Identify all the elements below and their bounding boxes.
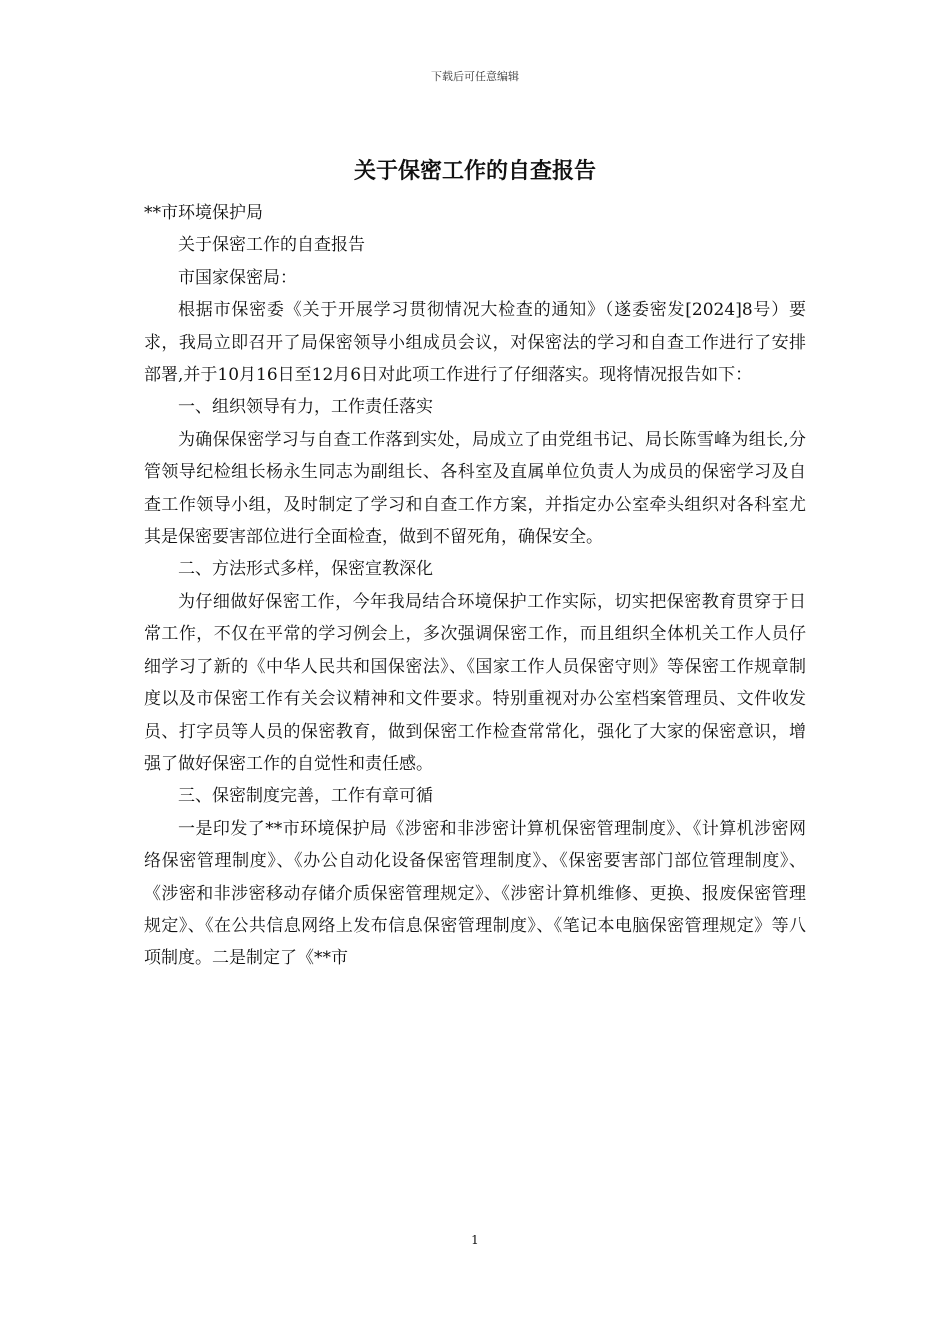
- header-note: 下载后可任意编辑: [431, 70, 519, 83]
- section-heading: 三、保密制度完善，工作有章可循: [178, 786, 433, 807]
- section-heading: 二、方法形式多样，保密宣教深化: [178, 559, 433, 580]
- page-number: 1: [471, 1233, 479, 1247]
- body-paragraph: 为仔细做好保密工作，今年我局结合环境保护工作实际，切实把保密教育贯穿于日常工作，不仅在平常的学习例会上，多次强调保密工作，而且组织全体机关工作人员仔细学习了新的《中华人民共和国保密法》、《国家工作人员保密守则》等保密工作规章制度以及市保密工作有关会议精神和文件要求。特别重视对办公室档案管理员、文件收发员、打字员等人员的保密教育，做到保密工作检查常常化，强化了大家的保密意识，增强了做好保密工作的自觉性和责任感。: [144, 591, 806, 774]
- salutation-line: 市国家保密局：: [178, 267, 297, 288]
- section-heading: 一、组织领导有力，工作责任落实: [178, 397, 433, 418]
- body-paragraph: 根据市保密委《关于开展学习贯彻情况大检查的通知》（遂委密发[2024]8号）要求，我局立即召开了局保密领导小组成员会议，对保密法的学习和自查工作进行了安排部署,并于10月16日至12月6日对此项工作进行了仔细落实。现将情况报告如下：: [144, 300, 806, 386]
- addressee-line: **市环境保护局: [144, 203, 263, 223]
- document-body: [144, 197, 806, 975]
- body-paragraph: 一是印发了**市环境保护局《涉密和非涉密计算机保密管理制度》、《计算机涉密网络保密管理制度》、《办公自动化设备保密管理制度》、《保密要害部门部位管理制度》、《涉密和非涉密移动存储介质保密管理规定》、《涉密计算机维修、更换、报废保密管理规定》、《在公共信息网络上发布信息保密管理制度》、《笔记本电脑保密管理规定》等八项制度。二是制定了《**市: [144, 818, 806, 969]
- body-paragraph: 为确保保密学习与自查工作落到实处，局成立了由党组书记、局长陈雪峰为组长,分管领导纪检组长杨永生同志为副组长、各科室及直属单位负责人为成员的保密学习及自查工作领导小组，及时制定了学习和自查工作方案，并指定办公室牵头组织对各科室尤其是保密要害部位进行全面检查，做到不留死角，确保安全。: [144, 429, 806, 548]
- subtitle-line: 关于保密工作的自查报告: [178, 235, 365, 256]
- document-title: 关于保密工作的自查报告: [353, 159, 596, 184]
